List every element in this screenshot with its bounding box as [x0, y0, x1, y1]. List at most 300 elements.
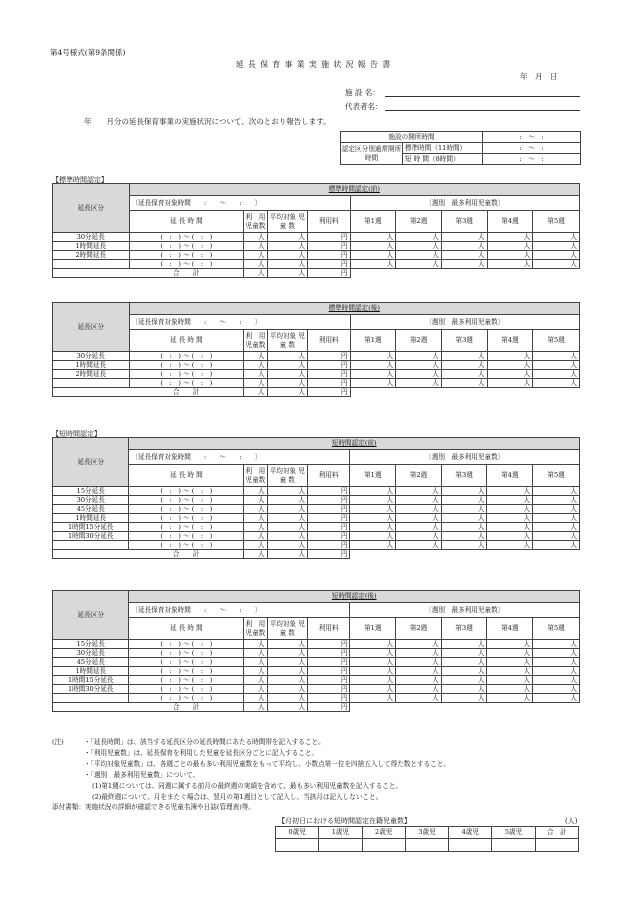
total-label: 合 計 — [129, 703, 244, 712]
week-cell[interactable]: 人 — [487, 658, 533, 667]
enrollment-table — [275, 826, 579, 852]
week-cell[interactable]: 人 — [396, 694, 442, 703]
users-cell[interactable]: 人 — [244, 541, 267, 550]
time-range-cell[interactable]: ( : ) ～ ( : ) — [129, 251, 244, 260]
users-cell[interactable]: 人 — [244, 514, 267, 523]
fee-cell[interactable]: 円 — [308, 233, 351, 242]
total-blank — [53, 269, 130, 278]
week-cell[interactable]: 人 — [487, 361, 533, 370]
hours-group-label: 認定区分別通常開所時間 — [341, 143, 403, 165]
week-cell[interactable]: 人 — [487, 242, 533, 251]
week-cell[interactable]: 人 — [533, 667, 580, 676]
fee-cell[interactable]: 円 — [307, 496, 349, 505]
category-cell: 30分延長 — [53, 496, 129, 505]
week-cell[interactable]: 人 — [350, 541, 396, 550]
week-cell[interactable]: 人 — [487, 505, 533, 514]
week-cell[interactable]: 人 — [441, 370, 487, 379]
week-cell[interactable]: 人 — [487, 379, 533, 388]
time-range-cell[interactable]: ( : ) ～ ( : ) — [129, 505, 244, 514]
week-cell[interactable]: 人 — [533, 361, 580, 370]
week-cell[interactable]: 人 — [350, 379, 396, 388]
avg-cell[interactable]: 人 — [267, 505, 307, 514]
week-cell[interactable]: 人 — [487, 694, 533, 703]
users-cell[interactable]: 人 — [244, 685, 267, 694]
week-cell[interactable]: 人 — [350, 676, 396, 685]
week-cell[interactable]: 人 — [441, 685, 487, 694]
week-cell[interactable]: 人 — [533, 487, 580, 496]
week-cell[interactable]: 人 — [350, 658, 396, 667]
week-cell[interactable]: 人 — [350, 242, 396, 251]
week-cell[interactable]: 人 — [350, 505, 396, 514]
avg-cell[interactable]: 人 — [267, 352, 307, 361]
avg-cell[interactable]: 人 — [267, 676, 307, 685]
category-cell — [53, 379, 130, 388]
fee-cell[interactable]: 円 — [307, 532, 349, 541]
week-cell[interactable]: 人 — [396, 685, 442, 694]
fee-cell[interactable]: 円 — [307, 640, 349, 649]
week-cell[interactable]: 人 — [487, 496, 533, 505]
time-range-cell[interactable]: ( : ) ～ ( : ) — [129, 361, 244, 370]
standard-hours-label: 標準時間（11時間） — [403, 143, 483, 154]
week-cell[interactable]: 人 — [396, 260, 442, 269]
age-count-cell[interactable] — [276, 839, 319, 852]
target-hours[interactable]: 〔延長保育対象時間 : ～ : 〕 — [129, 315, 350, 330]
week-cell[interactable]: 人 — [396, 667, 442, 676]
table-title: 標準時間認定(前) — [129, 184, 580, 196]
avg-cell[interactable]: 人 — [267, 370, 307, 379]
week-header: 第5週 — [533, 618, 580, 640]
age-count-cell[interactable] — [362, 839, 405, 852]
time-range-cell[interactable]: ( : ) ～ ( : ) — [129, 649, 244, 658]
week-cell[interactable]: 人 — [396, 233, 442, 242]
ext-time-header: 延 長 時 間 — [129, 330, 244, 352]
total-users[interactable]: 人 — [244, 550, 267, 559]
users-cell[interactable]: 人 — [244, 505, 267, 514]
ext-time-header: 延 長 時 間 — [129, 618, 244, 640]
users-cell[interactable]: 人 — [244, 658, 267, 667]
week-header: 第4週 — [487, 330, 533, 352]
time-range-cell[interactable]: ( : ) ～ ( : ) — [129, 658, 244, 667]
week-cell[interactable]: 人 — [533, 233, 580, 242]
week-cell[interactable]: 人 — [396, 352, 442, 361]
week-header: 第2週 — [396, 618, 442, 640]
week-cell[interactable]: 人 — [533, 676, 580, 685]
week-cell[interactable]: 人 — [350, 251, 396, 260]
time-range-cell[interactable]: ( : ) ～ ( : ) — [129, 487, 244, 496]
week-cell[interactable]: 人 — [350, 667, 396, 676]
fee-cell[interactable]: 円 — [308, 251, 351, 260]
avg-cell[interactable]: 人 — [267, 523, 307, 532]
week-cell[interactable]: 人 — [441, 658, 487, 667]
total-blank — [53, 703, 129, 712]
week-cell[interactable]: 人 — [441, 496, 487, 505]
week-header: 第2週 — [396, 465, 442, 487]
week-cell[interactable]: 人 — [487, 523, 533, 532]
total-label: 合 計 — [129, 388, 244, 397]
week-header: 第1週 — [350, 211, 396, 233]
week-cell[interactable]: 人 — [441, 361, 487, 370]
week-cell[interactable]: 人 — [396, 523, 442, 532]
time-range-cell[interactable]: ( : ) ～ ( : ) — [129, 685, 244, 694]
fee-cell[interactable]: 円 — [307, 505, 349, 514]
time-range-cell[interactable]: ( : ) ～ ( : ) — [129, 541, 244, 550]
fee-header: 利用料 — [307, 465, 349, 487]
week-cell[interactable]: 人 — [350, 649, 396, 658]
category-header: 延長区分 — [53, 184, 130, 233]
week-cell[interactable]: 人 — [350, 523, 396, 532]
week-cell[interactable]: 人 — [487, 667, 533, 676]
week-header: 第2週 — [396, 211, 442, 233]
week-cell[interactable]: 人 — [350, 685, 396, 694]
week-cell[interactable]: 人 — [396, 361, 442, 370]
week-cell[interactable]: 人 — [533, 242, 580, 251]
category-cell: 1時間30分延長 — [53, 532, 129, 541]
category-cell — [53, 694, 129, 703]
users-header: 利 用 児童数 — [244, 211, 267, 233]
week-cell[interactable]: 人 — [487, 514, 533, 523]
week-cell[interactable]: 人 — [441, 487, 487, 496]
report-table-4 — [52, 590, 580, 712]
time-range-cell[interactable]: ( : ) ～ ( : ) — [129, 523, 244, 532]
time-range-cell[interactable]: ( : ) ～ ( : ) — [129, 694, 244, 703]
avg-cell[interactable]: 人 — [267, 260, 307, 269]
target-hours[interactable]: 〔延長保育対象時間 : ～ : 〕 — [129, 603, 350, 618]
week-cell[interactable]: 人 — [350, 361, 396, 370]
week-cell[interactable]: 人 — [396, 676, 442, 685]
week-cell[interactable]: 人 — [441, 260, 487, 269]
fee-cell[interactable]: 円 — [307, 649, 349, 658]
avg-cell[interactable]: 人 — [267, 685, 307, 694]
week-cell[interactable]: 人 — [487, 640, 533, 649]
enrollment-unit: (人) — [565, 817, 578, 825]
week-cell[interactable]: 人 — [396, 658, 442, 667]
week-cell[interactable]: 人 — [441, 514, 487, 523]
age-header: 合 計 — [535, 827, 578, 839]
week-cell[interactable]: 人 — [441, 676, 487, 685]
week-cell[interactable]: 人 — [441, 532, 487, 541]
opening-value[interactable]: : ～ : — [483, 132, 581, 143]
week-cell[interactable]: 人 — [396, 242, 442, 251]
users-cell[interactable]: 人 — [244, 379, 267, 388]
fee-cell[interactable]: 円 — [307, 487, 349, 496]
note-4: ・「週別 最多利用児童数」について、 — [84, 771, 200, 779]
opening-label: 施設の開所時間 — [341, 132, 483, 143]
time-range-cell[interactable]: ( : ) ～ ( : ) — [129, 667, 244, 676]
users-cell[interactable]: 人 — [244, 532, 267, 541]
total-label: 合 計 — [129, 269, 244, 278]
users-cell[interactable]: 人 — [244, 370, 267, 379]
week-header: 第5週 — [533, 211, 580, 233]
total-avg[interactable]: 人 — [267, 388, 307, 397]
week-cell[interactable]: 人 — [533, 532, 580, 541]
users-cell[interactable]: 人 — [244, 361, 267, 370]
time-range-cell[interactable]: ( : ) ～ ( : ) — [129, 514, 244, 523]
week-header: 第2週 — [396, 330, 442, 352]
week-cell[interactable]: 人 — [533, 685, 580, 694]
fee-cell[interactable]: 円 — [308, 370, 351, 379]
avg-cell[interactable]: 人 — [267, 658, 307, 667]
week-cell[interactable]: 人 — [533, 251, 580, 260]
avg-cell[interactable]: 人 — [267, 487, 307, 496]
age-header: 1歳児 — [319, 827, 362, 839]
week-cell[interactable]: 人 — [441, 352, 487, 361]
age-header: 4歳児 — [449, 827, 492, 839]
total-label: 合 計 — [129, 550, 244, 559]
note-1: ・「延長時間」は、該当する延長区分の延長時間にあたる時間帯を記入すること。 — [84, 738, 325, 746]
short-hours-value[interactable]: : ～ : — [483, 154, 581, 165]
week-cell[interactable]: 人 — [396, 649, 442, 658]
representative-name-line[interactable] — [385, 110, 580, 111]
time-range-cell[interactable]: ( : ) ～ ( : ) — [129, 532, 244, 541]
time-range-cell[interactable]: ( : ) ～ ( : ) — [129, 676, 244, 685]
category-cell: 45分延長 — [53, 658, 129, 667]
users-cell[interactable]: 人 — [244, 496, 267, 505]
avg-cell[interactable]: 人 — [267, 667, 307, 676]
avg-cell[interactable]: 人 — [267, 532, 307, 541]
week-cell[interactable]: 人 — [441, 523, 487, 532]
avg-cell[interactable]: 人 — [267, 379, 307, 388]
notes-head: (注) — [52, 738, 64, 746]
week-header: 第3週 — [441, 465, 487, 487]
time-range-cell[interactable]: ( : ) ～ ( : ) — [129, 352, 244, 361]
fee-cell[interactable]: 円 — [307, 541, 349, 550]
week-header: 第5週 — [533, 465, 580, 487]
target-hours[interactable]: 〔延長保育対象時間 : ～ : 〕 — [129, 196, 350, 211]
avg-cell[interactable]: 人 — [267, 233, 307, 242]
category-cell: 15分延長 — [53, 487, 129, 496]
avg-cell[interactable]: 人 — [267, 251, 307, 260]
avg-cell[interactable]: 人 — [267, 649, 307, 658]
week-cell[interactable]: 人 — [533, 352, 580, 361]
week-cell[interactable]: 人 — [533, 640, 580, 649]
users-cell[interactable]: 人 — [244, 233, 267, 242]
category-cell: 1時間30分延長 — [53, 685, 129, 694]
age-count-cell[interactable] — [405, 839, 448, 852]
age-count-cell[interactable] — [449, 839, 492, 852]
week-cell[interactable]: 人 — [487, 260, 533, 269]
users-cell[interactable]: 人 — [244, 487, 267, 496]
week-cell[interactable]: 人 — [350, 370, 396, 379]
fee-cell[interactable]: 円 — [308, 242, 351, 251]
facility-name-line[interactable] — [385, 96, 580, 97]
fee-cell[interactable]: 円 — [307, 667, 349, 676]
week-cell[interactable]: 人 — [441, 649, 487, 658]
week-cell[interactable]: 人 — [396, 541, 442, 550]
form-number: 第4号様式(第9条関係) — [50, 48, 126, 57]
week-cell[interactable]: 人 — [350, 487, 396, 496]
week-cell[interactable]: 人 — [533, 505, 580, 514]
week-header: 第3週 — [441, 330, 487, 352]
week-cell[interactable]: 人 — [441, 242, 487, 251]
week-cell[interactable]: 人 — [533, 496, 580, 505]
week-cell[interactable]: 人 — [533, 541, 580, 550]
avg-cell[interactable]: 人 — [267, 541, 307, 550]
fee-cell[interactable]: 円 — [307, 685, 349, 694]
fee-cell[interactable]: 円 — [308, 352, 351, 361]
week-cell[interactable]: 人 — [487, 685, 533, 694]
category-cell: 1時間延長 — [53, 361, 130, 370]
users-cell[interactable]: 人 — [244, 667, 267, 676]
time-range-cell[interactable]: ( : ) ～ ( : ) — [129, 640, 244, 649]
week-cell[interactable]: 人 — [350, 640, 396, 649]
date-field[interactable]: 年 月 日 — [520, 72, 558, 81]
week-cell[interactable]: 人 — [441, 667, 487, 676]
week-cell[interactable]: 人 — [441, 640, 487, 649]
avg-cell[interactable]: 人 — [267, 640, 307, 649]
avg-cell[interactable]: 人 — [267, 694, 307, 703]
category-cell: 30分延長 — [53, 649, 129, 658]
week-cell[interactable]: 人 — [396, 514, 442, 523]
week-cell[interactable]: 人 — [350, 694, 396, 703]
week-cell[interactable]: 人 — [533, 694, 580, 703]
total-fee[interactable]: 円 — [307, 703, 349, 712]
fee-cell[interactable]: 円 — [308, 361, 351, 370]
week-cell[interactable]: 人 — [396, 487, 442, 496]
short-hours-label: 短 時 間（8時間） — [403, 154, 483, 165]
week-cell[interactable]: 人 — [350, 514, 396, 523]
target-hours[interactable]: 〔延長保育対象時間 : ～ : 〕 — [129, 450, 350, 465]
users-header: 利 用 児童数 — [244, 330, 267, 352]
week-cell[interactable]: 人 — [350, 233, 396, 242]
users-cell[interactable]: 人 — [244, 640, 267, 649]
week-cell[interactable]: 人 — [441, 233, 487, 242]
week-cell[interactable]: 人 — [441, 251, 487, 260]
time-range-cell[interactable]: ( : ) ～ ( : ) — [129, 260, 244, 269]
week-cell[interactable]: 人 — [533, 370, 580, 379]
fee-cell[interactable]: 円 — [308, 379, 351, 388]
total-users[interactable]: 人 — [244, 388, 267, 397]
time-range-cell[interactable]: ( : ) ～ ( : ) — [129, 370, 244, 379]
avg-cell[interactable]: 人 — [267, 496, 307, 505]
week-cell[interactable]: 人 — [533, 514, 580, 523]
total-avg[interactable]: 人 — [267, 269, 307, 278]
week-cell[interactable]: 人 — [487, 649, 533, 658]
note-3: ・「平均対象児童数」は、各週ごとの最も多い利用児童数をもって平均し、小数点第一位を四捨五入して得た数とすること。 — [84, 760, 450, 768]
week-header: 第3週 — [441, 618, 487, 640]
week-cell[interactable]: 人 — [487, 487, 533, 496]
week-cell[interactable]: 人 — [441, 379, 487, 388]
week-cell[interactable]: 人 — [487, 251, 533, 260]
age-count-cell[interactable] — [319, 839, 362, 852]
representative-label: 代表者名： — [345, 102, 383, 111]
fee-cell[interactable]: 円 — [307, 523, 349, 532]
total-avg[interactable]: 人 — [267, 703, 307, 712]
intro-text: 年 月分の延長保育事業の実施状況について、次のとおり報告します。 — [84, 117, 331, 126]
week-cell[interactable]: 人 — [396, 251, 442, 260]
week-cell[interactable]: 人 — [441, 694, 487, 703]
time-range-cell[interactable]: ( : ) ～ ( : ) — [129, 496, 244, 505]
users-header: 利 用 児童数 — [244, 465, 267, 487]
users-cell[interactable]: 人 — [244, 352, 267, 361]
week-cell[interactable]: 人 — [533, 523, 580, 532]
week-cell[interactable]: 人 — [441, 541, 487, 550]
opening-hours-table — [340, 131, 581, 165]
ext-time-header: 延 長 時 間 — [129, 211, 244, 233]
week-cell[interactable]: 人 — [350, 532, 396, 541]
week-header: 第1週 — [350, 465, 396, 487]
users-cell[interactable]: 人 — [244, 694, 267, 703]
week-cell[interactable]: 人 — [487, 370, 533, 379]
age-count-cell[interactable] — [535, 839, 578, 852]
total-avg[interactable]: 人 — [267, 550, 307, 559]
avg-cell[interactable]: 人 — [267, 514, 307, 523]
users-cell[interactable]: 人 — [244, 523, 267, 532]
weekly-max-header: 〔週別 最多利用児童数〕 — [350, 315, 580, 330]
week-cell[interactable]: 人 — [396, 370, 442, 379]
week-cell[interactable]: 人 — [533, 658, 580, 667]
total-fee[interactable]: 円 — [308, 269, 351, 278]
category-cell: 1時間延長 — [53, 667, 129, 676]
note-attachment: 添付書類：実施状況の詳細が確認できる児童名簿や日誌(管理表)等。 — [52, 803, 255, 811]
users-header: 利 用 児童数 — [244, 618, 267, 640]
avg-header: 平均対象 児 童 数 — [267, 618, 307, 640]
week-cell[interactable]: 人 — [487, 532, 533, 541]
fee-cell[interactable]: 円 — [307, 694, 349, 703]
standard-hours-value[interactable]: : ～ : — [483, 143, 581, 154]
fee-cell[interactable]: 円 — [308, 260, 351, 269]
week-cell[interactable]: 人 — [441, 505, 487, 514]
users-cell[interactable]: 人 — [244, 242, 267, 251]
avg-cell[interactable]: 人 — [267, 242, 307, 251]
week-cell[interactable]: 人 — [533, 649, 580, 658]
time-range-cell[interactable]: ( : ) ～ ( : ) — [129, 242, 244, 251]
fee-cell[interactable]: 円 — [307, 676, 349, 685]
users-cell[interactable]: 人 — [244, 251, 267, 260]
week-cell[interactable]: 人 — [350, 496, 396, 505]
avg-cell[interactable]: 人 — [267, 361, 307, 370]
age-header: 2歳児 — [362, 827, 405, 839]
week-header: 第1週 — [350, 330, 396, 352]
total-users[interactable]: 人 — [244, 703, 267, 712]
total-users[interactable]: 人 — [244, 269, 267, 278]
fee-header: 利用料 — [308, 211, 351, 233]
week-cell[interactable]: 人 — [487, 352, 533, 361]
total-blank — [53, 550, 129, 559]
time-range-cell[interactable]: ( : ) ～ ( : ) — [129, 233, 244, 242]
total-fee[interactable]: 円 — [308, 388, 351, 397]
users-cell[interactable]: 人 — [244, 649, 267, 658]
fee-cell[interactable]: 円 — [307, 514, 349, 523]
ext-time-header: 延 長 時 間 — [129, 465, 244, 487]
age-count-cell[interactable] — [492, 839, 535, 852]
week-header: 第4週 — [487, 465, 533, 487]
week-cell[interactable]: 人 — [350, 260, 396, 269]
fee-cell[interactable]: 円 — [307, 658, 349, 667]
time-range-cell[interactable]: ( : ) ～ ( : ) — [129, 379, 244, 388]
week-cell[interactable]: 人 — [396, 505, 442, 514]
week-cell[interactable]: 人 — [533, 260, 580, 269]
week-cell[interactable]: 人 — [350, 352, 396, 361]
category-header: 延長区分 — [53, 303, 130, 352]
note-2: ・「利用児童数」は、延長保育を利用した児童を延長区分ごとに記入すること。 — [84, 749, 319, 757]
week-cell[interactable]: 人 — [396, 379, 442, 388]
week-cell[interactable]: 人 — [487, 676, 533, 685]
week-cell[interactable]: 人 — [396, 532, 442, 541]
week-cell[interactable]: 人 — [487, 541, 533, 550]
week-cell[interactable]: 人 — [487, 233, 533, 242]
category-cell: 1時間延長 — [53, 514, 129, 523]
users-cell[interactable]: 人 — [244, 260, 267, 269]
week-cell[interactable]: 人 — [396, 496, 442, 505]
week-header: 第1週 — [350, 618, 396, 640]
week-cell[interactable]: 人 — [533, 379, 580, 388]
fee-header: 利用料 — [307, 618, 349, 640]
total-fee[interactable]: 円 — [307, 550, 349, 559]
users-cell[interactable]: 人 — [244, 676, 267, 685]
category-cell: 45分延長 — [53, 505, 129, 514]
week-cell[interactable]: 人 — [396, 640, 442, 649]
category-header: 延長区分 — [53, 591, 129, 640]
